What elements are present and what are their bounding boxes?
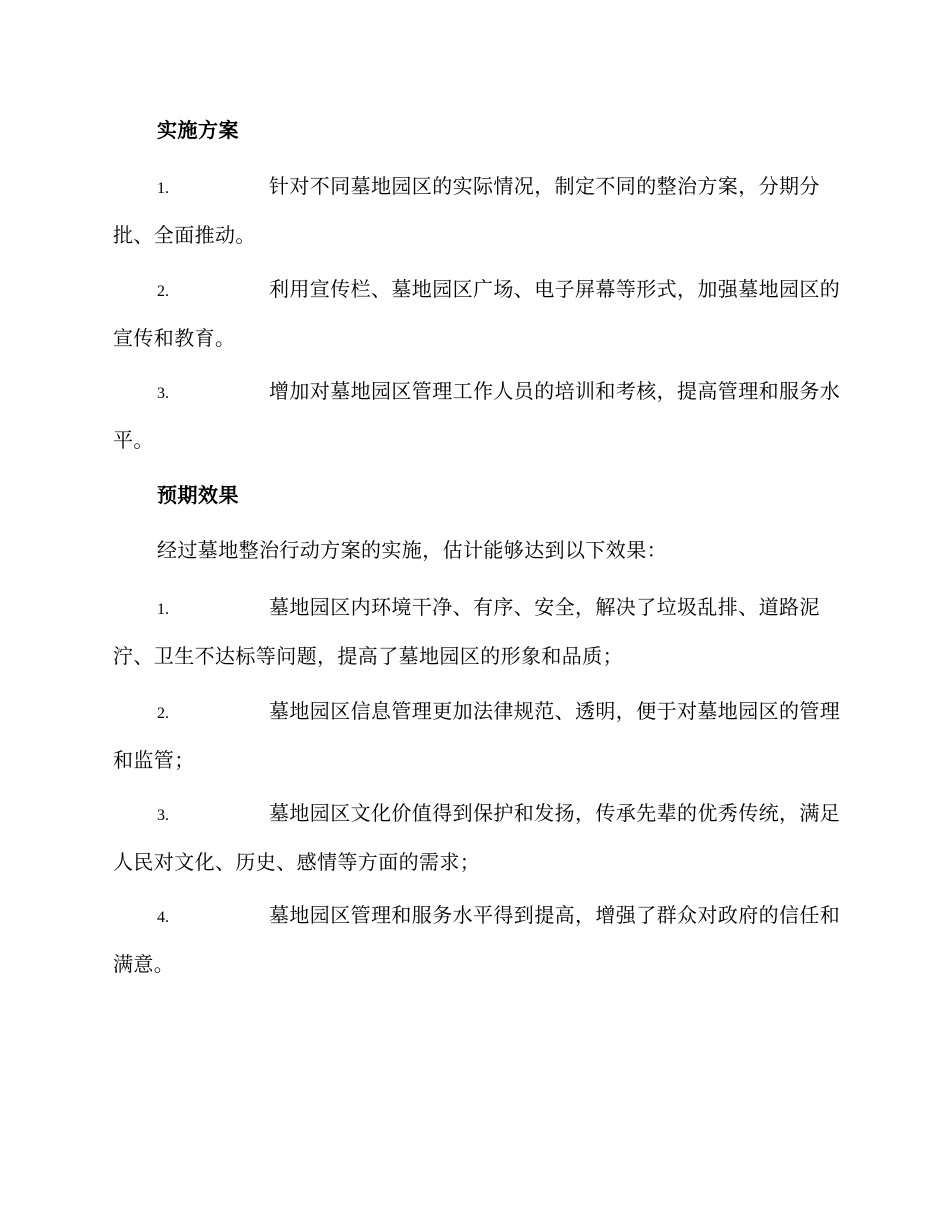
- item-text-line2: 批、全面推动。: [113, 223, 256, 247]
- item-number: 3.: [157, 807, 169, 824]
- item-number: 2.: [157, 283, 169, 300]
- expected-item-2: [113, 688, 841, 783]
- item-number: 1.: [157, 601, 169, 618]
- section-heading-implementation: 实施方案: [157, 118, 239, 142]
- item-text-line1: 墓地园区管理和服务水平得到提高，增强了群众对政府的信任和: [269, 903, 841, 927]
- item-text-line2: 和监管；: [113, 748, 195, 772]
- item-number: 1.: [157, 180, 169, 197]
- expected-item-3: [113, 790, 841, 885]
- implementation-item-3: [113, 368, 841, 463]
- item-text-line2: 宣传和教育。: [113, 326, 236, 350]
- item-text-line1: 墓地园区内环境干净、有序、安全，解决了垃圾乱排、道路泥: [269, 595, 820, 619]
- intro-text: 经过墓地整治行动方案的实施，估计能够达到以下效果：: [157, 538, 667, 562]
- implementation-item-1: [113, 163, 835, 258]
- expected-intro: [113, 527, 835, 573]
- item-text-line2: 平。: [113, 428, 154, 452]
- item-text-line1: 墓地园区信息管理更加法律规范、透明，便于对墓地园区的管理: [269, 699, 841, 723]
- item-text-line2: 人民对文化、历史、感情等方面的需求；: [113, 850, 481, 874]
- item-number: 4.: [157, 909, 169, 926]
- item-text-line1: 针对不同墓地园区的实际情况，制定不同的整治方案，分期分: [269, 174, 820, 198]
- item-text-line2: 泞、卫生不达标等问题，提高了墓地园区的形象和品质；: [113, 644, 623, 668]
- item-number: 2.: [157, 705, 169, 722]
- item-text-line1: 墓地园区文化价值得到保护和发扬，传承先辈的优秀传统，满足: [269, 801, 841, 825]
- implementation-item-2: [113, 266, 841, 361]
- item-text-line2: 满意。: [113, 952, 175, 976]
- expected-item-1: [113, 584, 835, 679]
- expected-item-4: [113, 892, 841, 987]
- section-heading-expected: 预期效果: [157, 483, 239, 507]
- item-text-line1: 利用宣传栏、墓地园区广场、电子屏幕等形式，加强墓地园区的: [269, 277, 841, 301]
- item-number: 3.: [157, 385, 169, 402]
- item-text-line1: 增加对墓地园区管理工作人员的培训和考核，提高管理和服务水: [269, 379, 841, 403]
